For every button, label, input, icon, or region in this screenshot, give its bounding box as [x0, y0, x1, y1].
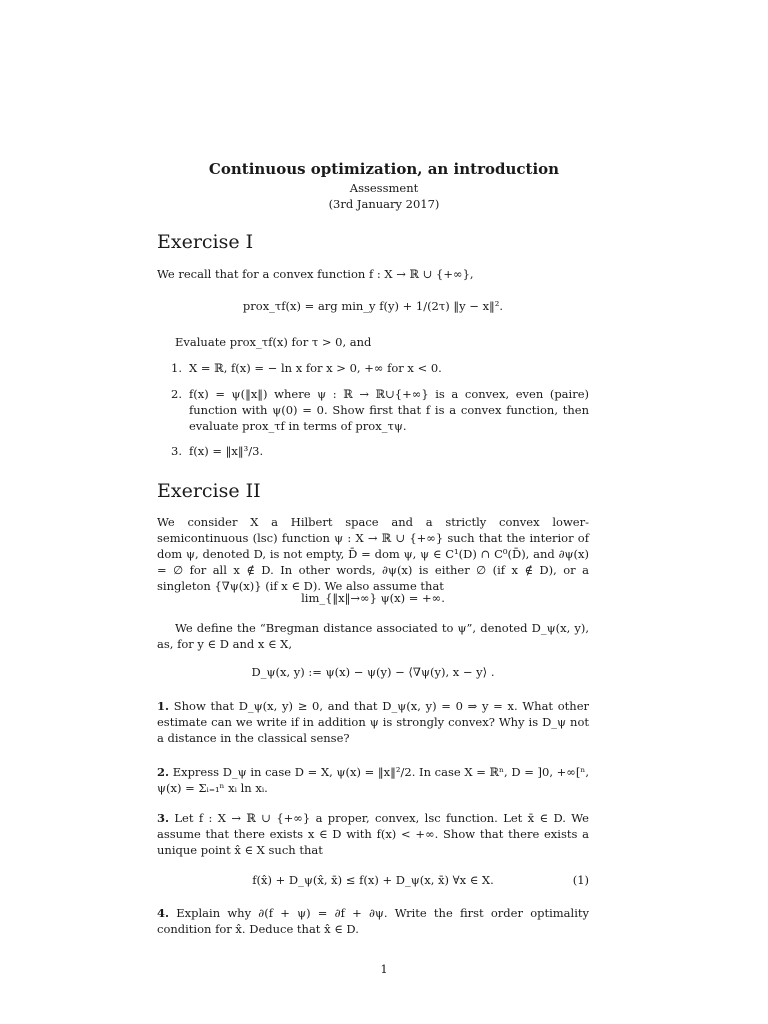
list-item	[157, 360, 589, 376]
exercise-1-intro: We recall that for a convex function f : X → ℝ ∪ {+∞},	[157, 267, 474, 281]
question-3	[157, 810, 589, 858]
question-1	[157, 698, 589, 746]
list-item	[157, 386, 589, 434]
exercise-2-heading: Exercise II	[157, 480, 261, 502]
question-number: 3.	[157, 811, 170, 825]
equation-1	[157, 872, 589, 888]
equation-1-body: f(x̂) + D_ψ(x̂, x̄) ≤ f(x) + D_ψ(x, x̄) ∀x ∈ X.	[252, 873, 494, 887]
question-text: Explain why ∂(f + ψ) = ∂f + ∂ψ. Write the first order optimality condition for x̂. Deduce that x̂ ∈ D.	[157, 906, 590, 936]
question-number: 1.	[157, 699, 170, 713]
list-item-number: 3.	[171, 444, 182, 458]
bregman-formula: D_ψ(x, y) := ψ(x) − ψ(y) − ⟨∇ψ(y), x − y⟩ .	[251, 665, 495, 679]
list-item-text: f(x) = ψ(‖x‖) where ψ : ℝ → ℝ∪{+∞} is a convex, even (paire) function with ψ(0) = 0. Show first that f is a convex function, then evaluate prox_τf in terms of prox_τψ.	[189, 387, 589, 433]
document-subtitle: Assessment	[349, 181, 419, 195]
list-item-number: 2.	[171, 387, 182, 401]
prox-formula: prox_τf(x) = arg min_y f(y) + 1/(2τ) ‖y − x‖².	[242, 299, 504, 313]
exercise-1-heading: Exercise I	[157, 231, 254, 253]
document-title: Continuous optimization, an introduction	[208, 160, 560, 178]
list-item-text: f(x) = ‖x‖³/3.	[189, 444, 264, 458]
document-date: (3rd January 2017)	[328, 197, 440, 211]
list-item	[157, 443, 589, 459]
exercise-2-intro: We consider X a Hilbert space and a strictly convex lower-semicontinuous (lsc) function ψ : X → ℝ ∪ {+∞} such that the interior of dom ψ, denoted D, is not empty, D̄ = dom ψ, ψ ∈ C¹(D) ∩ C⁰(D̄), and ∂ψ(x) = ∅ for all x ∉ D. In other words, ∂ψ(x) is either ∅ (if x ∉ D), or a singleton {∇ψ(x)} (if x ∈ D). We also assume that	[157, 515, 589, 593]
list-item-number: 1.	[171, 361, 182, 375]
question-text: Express D_ψ in case D = X, ψ(x) = ‖x‖²/2. In case X = ℝⁿ, D = ]0, +∞[ⁿ, ψ(x) = Σᵢ₌₁ⁿ xᵢ ln xᵢ.	[157, 765, 589, 795]
limit-formula: lim_{‖x‖→∞} ψ(x) = +∞.	[301, 591, 445, 605]
question-text: Let f : X → ℝ ∪ {+∞} a proper, convex, lsc function. Let x̄ ∈ D. We assume that there exists x ∈ D with f(x) < +∞. Show that there exists a unique point x̂ ∈ X such that	[157, 811, 589, 857]
list-item-text: X = ℝ, f(x) = − ln x for x > 0, +∞ for x < 0.	[189, 361, 442, 375]
bregman-intro: We define the “Bregman distance associated to ψ”, denoted D_ψ(x, y), as, for y ∈ D and x ∈ X,	[157, 621, 589, 651]
question-4	[157, 905, 589, 937]
page-number: 1	[380, 962, 388, 976]
question-number: 2.	[157, 765, 170, 779]
question-text: Show that D_ψ(x, y) ≥ 0, and that D_ψ(x, y) = 0 ⇒ y = x. What other estimate can we write if in addition ψ is strongly convex? Why is D_ψ not a distance in the classical sense?	[157, 699, 590, 745]
equation-number: (1)	[572, 873, 589, 887]
question-number: 4.	[157, 906, 170, 920]
question-2	[157, 764, 589, 796]
exercise-1-evaluate: Evaluate prox_τf(x) for τ > 0, and	[175, 335, 372, 349]
